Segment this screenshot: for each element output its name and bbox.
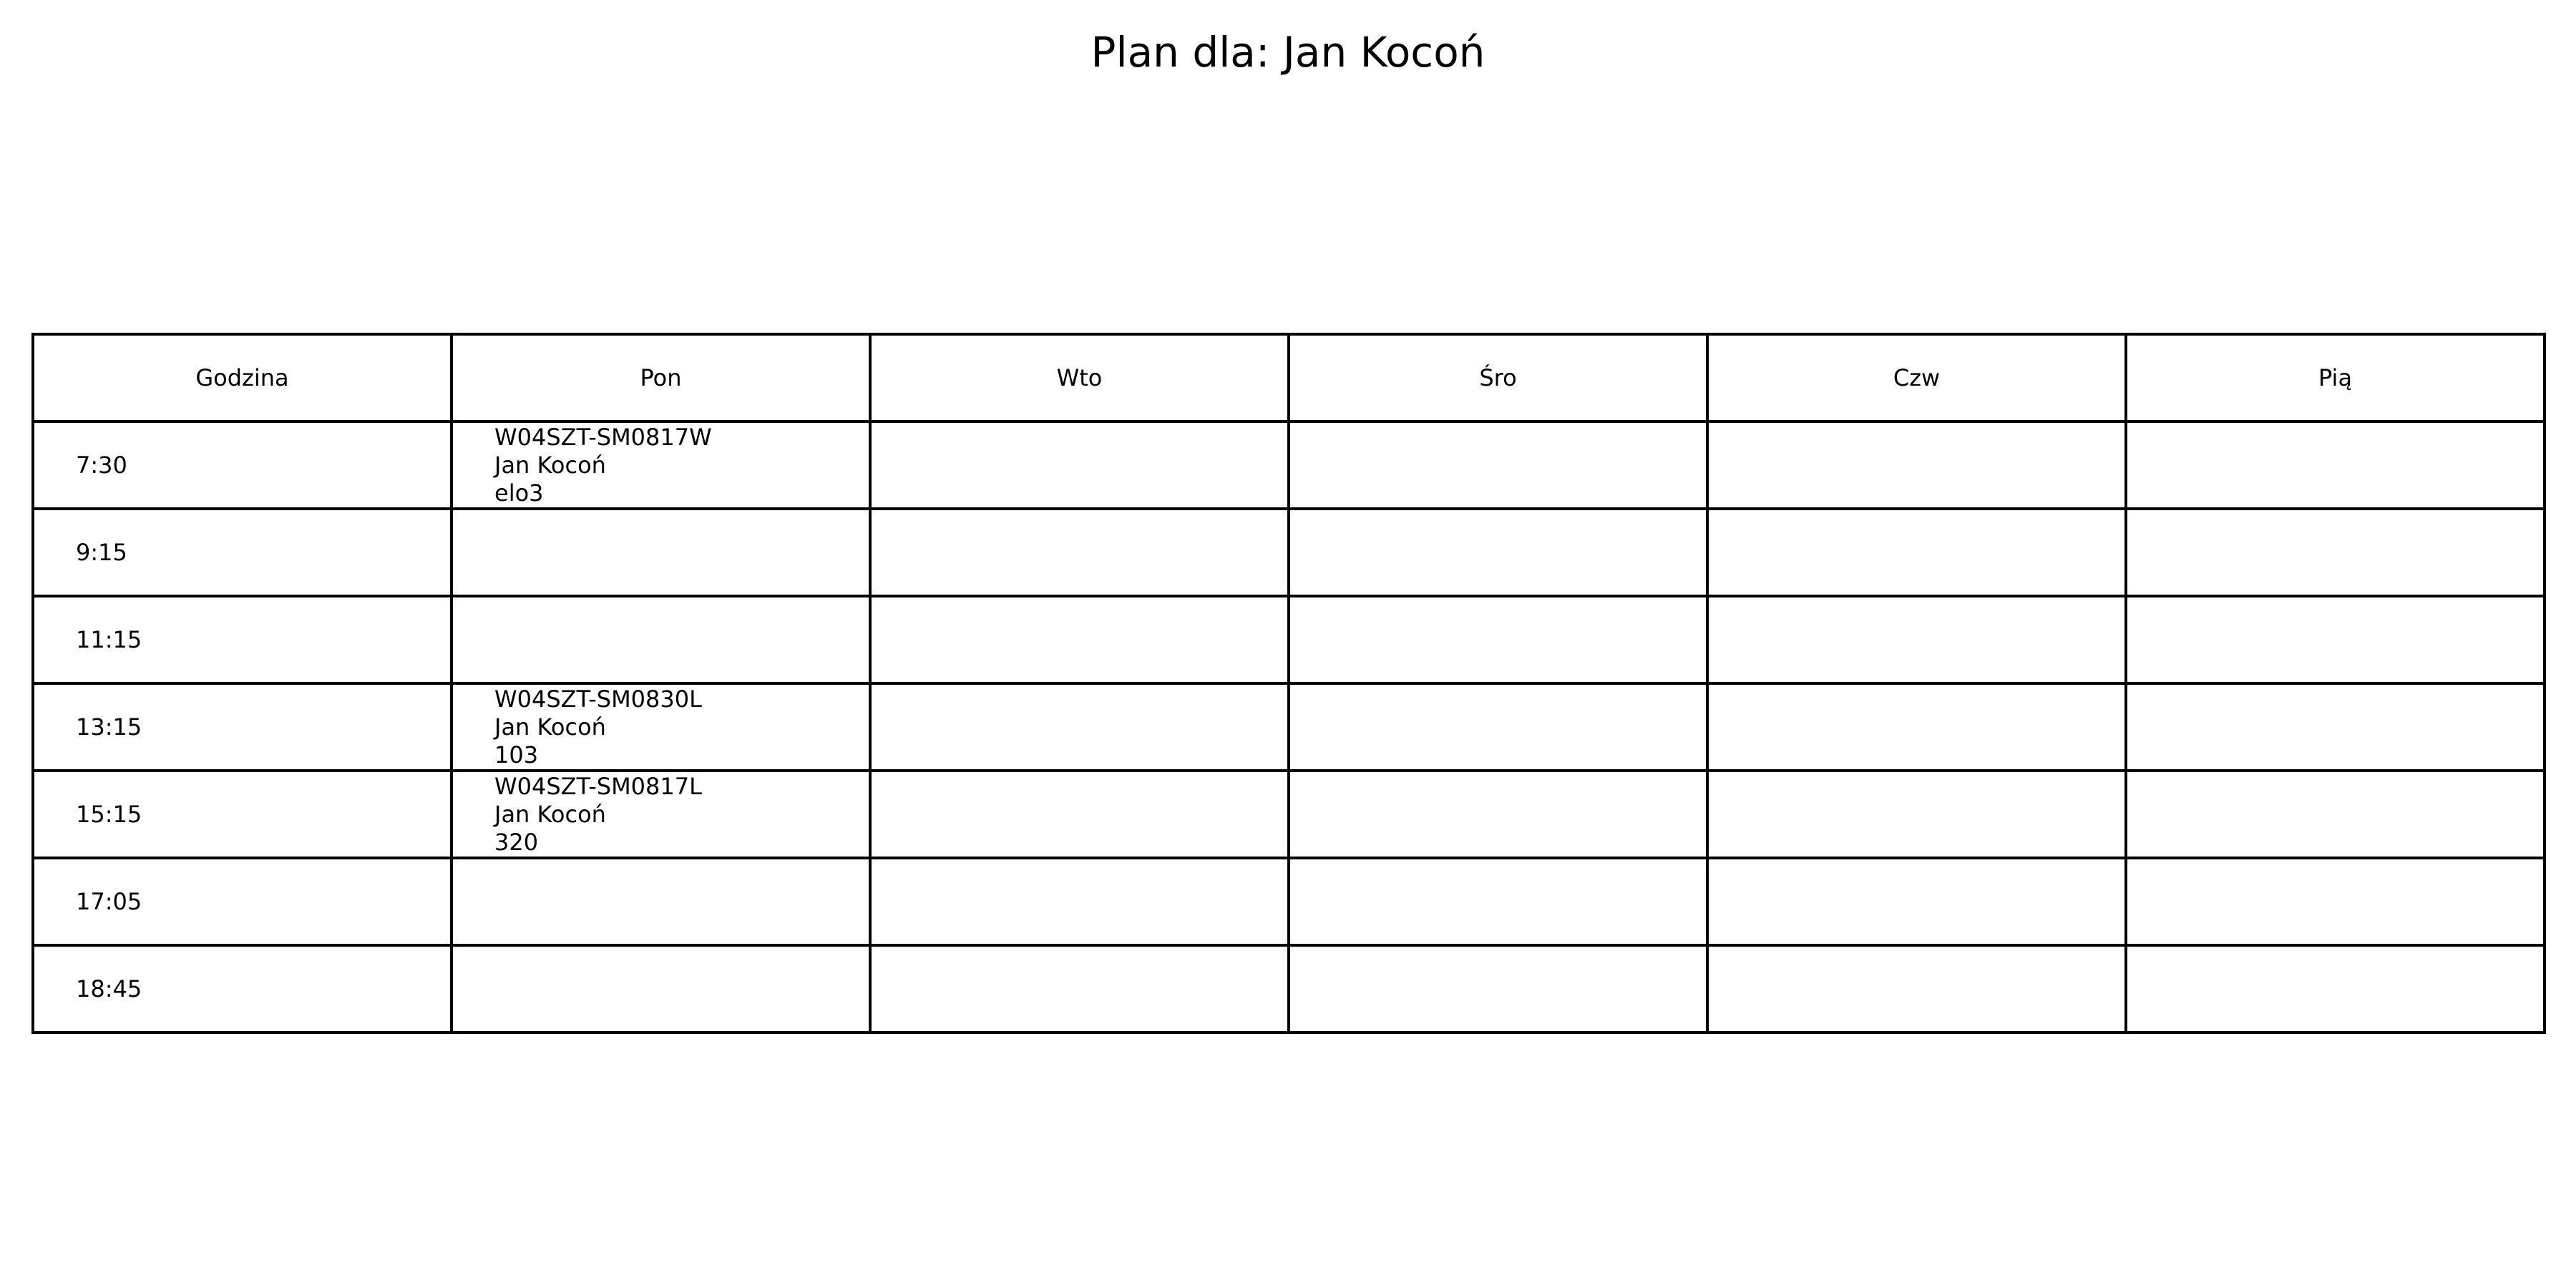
schedule-cell-tue [870,509,1289,596]
table-row [33,858,2545,945]
schedule-cell-mon [452,858,870,945]
schedule-cell-thu [1707,683,2126,771]
schedule-cell-mon [452,945,870,1033]
schedule-cell-tue [870,858,1289,945]
schedule-cell-mon [452,683,870,771]
time-cell: 13:15 [33,683,452,771]
room-name: 103 [494,741,539,769]
schedule-cell-fri [2126,421,2545,509]
schedule-cell-thu [1707,509,2126,596]
schedule-cell-fri [2126,945,2545,1033]
teacher-name: Jan Kocoń [494,800,606,828]
column-header-fri: Pią [2126,334,2545,421]
time-cell: 7:30 [33,421,452,509]
time-cell: 18:45 [33,945,452,1033]
schedule-cell-wed [1289,421,1707,509]
schedule-cell-thu [1707,945,2126,1033]
schedule-cell-wed [1289,683,1707,771]
page-title: Plan dla: Jan Kocoń [1091,28,1485,77]
course-code: W04SZT-SM0830L [494,685,702,713]
teacher-name: Jan Kocoń [494,713,606,741]
schedule-cell-fri [2126,858,2545,945]
time-cell: 15:15 [33,771,452,858]
time-cell: 17:05 [33,858,452,945]
course-code: W04SZT-SM0817L [494,772,702,800]
schedule-cell-wed [1289,945,1707,1033]
table-row [33,596,2545,683]
schedule-cell-mon [452,771,870,858]
schedule-cell-fri [2126,509,2545,596]
header-row [33,334,2545,421]
schedule-cell-mon [452,509,870,596]
schedule-cell-thu [1707,596,2126,683]
table-row [33,683,2545,771]
column-header-tue: Wto [870,334,1289,421]
schedule-cell-tue [870,596,1289,683]
table-row [33,945,2545,1033]
room-name: elo3 [494,479,544,507]
schedule-cell-thu [1707,771,2126,858]
schedule-cell-mon [452,596,870,683]
schedule-cell-tue [870,771,1289,858]
schedule-cell-fri [2126,683,2545,771]
column-header-thu: Czw [1707,334,2126,421]
table-row [33,771,2545,858]
schedule-cell-thu [1707,421,2126,509]
schedule-cell-wed [1289,771,1707,858]
table-row [33,509,2545,596]
schedule-cell-wed [1289,596,1707,683]
time-cell: 9:15 [33,509,452,596]
schedule-cell-fri [2126,596,2545,683]
schedule-cell-thu [1707,858,2126,945]
column-header-hour: Godzina [33,334,452,421]
course-code: W04SZT-SM0817W [494,423,712,451]
schedule-cell-mon [452,421,870,509]
room-name: 320 [494,828,539,856]
schedule-cell-fri [2126,771,2545,858]
teacher-name: Jan Kocoń [494,451,606,479]
time-cell: 11:15 [33,596,452,683]
schedule-cell-tue [870,421,1289,509]
schedule-cell-tue [870,683,1289,771]
schedule-cell-wed [1289,509,1707,596]
schedule-cell-wed [1289,858,1707,945]
column-header-mon: Pon [452,334,870,421]
schedule-cell-tue [870,945,1289,1033]
column-header-wed: Śro [1289,334,1707,421]
table-row [33,421,2545,509]
schedule-table [31,333,2546,1034]
